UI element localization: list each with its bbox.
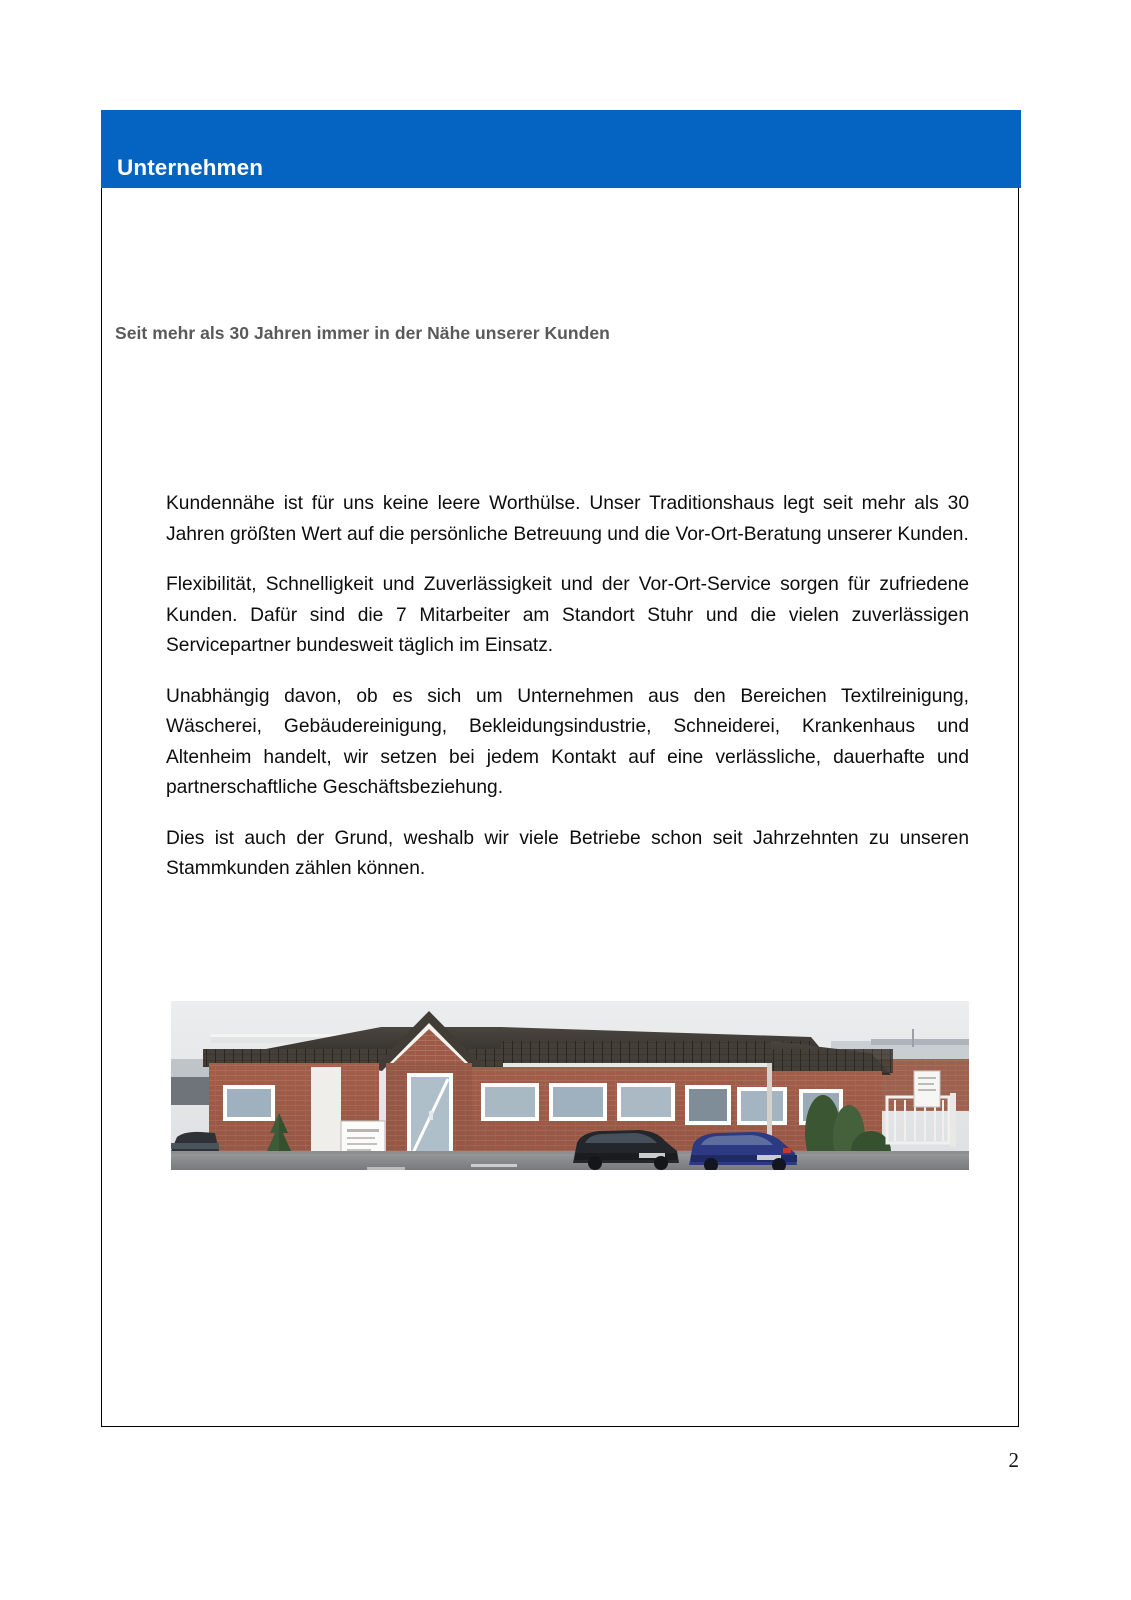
body-text-block	[166, 489, 969, 885]
company-building-photo	[171, 1001, 969, 1170]
section-header-banner	[101, 110, 1021, 188]
paragraph-4: Dies ist auch der Grund, weshalb wir viele Betriebe schon seit Jahrzehnten zu unseren Stammkunden zählen können.	[166, 827, 969, 879]
paragraph-2: Flexibilität, Schnelligkeit und Zuverlässigkeit und der Vor-Ort-Service sorgen für zufriedene Kunden. Dafür sind die 7 Mitarbeiter am Standort Stuhr und die vielen zuverlässigen Servicepartner bundesweit täglich im Einsatz.	[166, 574, 969, 656]
page-number: 2	[1008, 1448, 1019, 1472]
paragraph-3: Unabhängig davon, ob es sich um Unternehmen aus den Bereichen Textilreinigung, Wäscherei, Gebäudereinigung, Bekleidungsindustrie, Schneiderei, Krankenhaus und Altenheim handelt, wir setzen bei jedem Kontakt auf eine verlässliche, dauerhafte und partnerschaftliche Geschäftsbeziehung.	[166, 685, 969, 798]
sub-heading: Seit mehr als 30 Jahren immer in der Nähe unserer Kunden	[115, 323, 610, 343]
building-photo-illustration	[171, 1001, 969, 1170]
paragraph-1: Kundennähe ist für uns keine leere Worthülse. Unser Traditionshaus legt seit mehr als 30 Jahren größten Wert auf die persönliche Betreuung und die Vor-Ort-Beratung unserer Kunden.	[166, 493, 969, 545]
document-page	[101, 110, 1019, 1427]
page-title: Unternehmen	[117, 155, 264, 180]
